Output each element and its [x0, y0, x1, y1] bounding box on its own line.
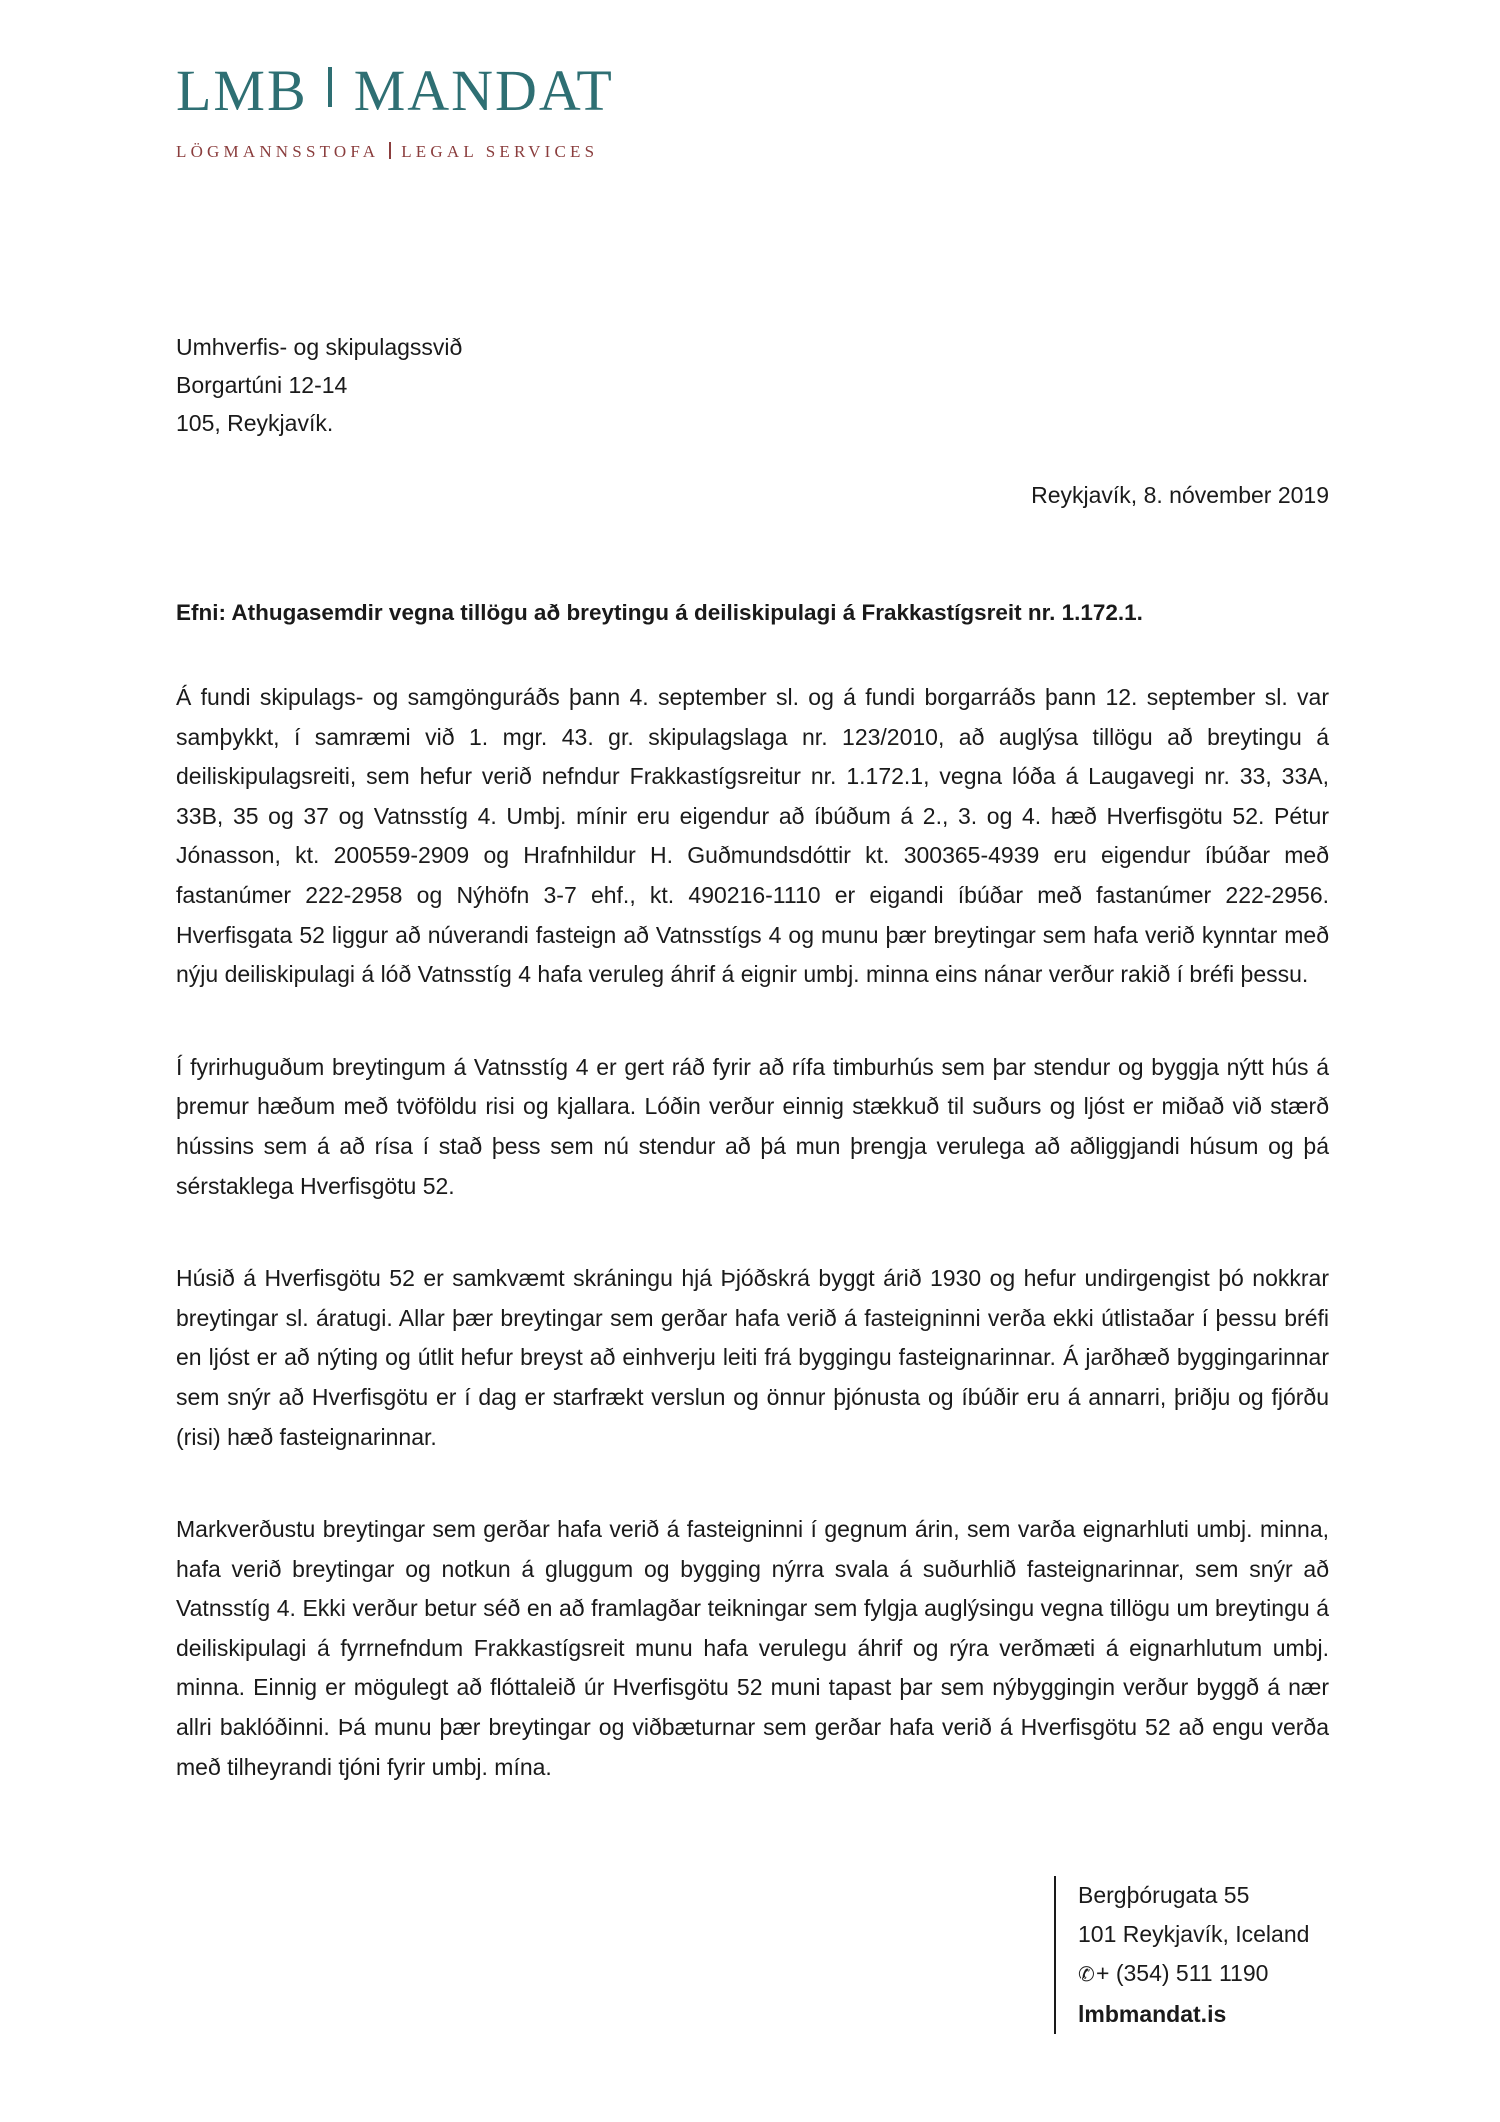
logo-tagline: [176, 142, 614, 162]
footer-phone-row: [1078, 1954, 1309, 1995]
footer-city: 101 Reykjavík, Iceland: [1078, 1921, 1310, 1947]
body-paragraph-3: Húsið á Hverfisgötu 52 er samkvæmt skráningu hjá Þjóðskrá byggt árið 1930 og hefur undirgengist þó nokkrar breytingar sl. áratugi. Allar þær breytingar sem gerðar hafa verið á fasteigninni verða ekki útlistaðar í þessu bréfi en ljóst er að nýting og útlit hefur breyst að einhverju leiti frá byggingu fasteignarinnar. Á jarðhæð byggingarinnar sem snýr að Hverfisgötu er í dag er starfrækt verslun og önnur þjónusta og íbúðir eru á annarri, þriðju og fjórðu (risi) hæð fasteignarinnar.: [176, 1265, 1329, 1450]
tagline-right: LEGAL SERVICES: [401, 142, 599, 161]
recipient-line-3: 105, Reykjavík.: [176, 410, 334, 436]
logo-name-right: MANDAT: [353, 58, 614, 123]
letter-body: [176, 678, 1329, 1840]
recipient-line-2: Borgartúni 12-14: [176, 372, 348, 398]
footer-website[interactable]: lmbmandat.is: [1078, 2001, 1227, 2027]
letter-subject: Efni: Athugasemdir vegna tillögu að breytingu á deiliskipulagi á Frakkastígsreit nr. 1.172.1.: [176, 600, 1143, 625]
body-paragraph-4: Markverðustu breytingar sem gerðar hafa verið á fasteigninni í gegnum árin, sem varða eignarhluti umbj. minna, hafa verið breytingar og notkun á gluggum og bygging nýrra svala á suðurhlið fasteignarinnar, sem snýr að Vatnsstíg 4. Ekki verður betur séð en að framlagðar teikningar sem fylgja auglýsingu vegna tillögu um breytingu á deiliskipulagi á fyrrnefndum Frakkastígsreit munu hafa verulegu áhrif og rýra verðmæti á eignarhlutum umbj. minna. Einnig er mögulegt að flóttaleið úr Hverfisgötu 52 muni tapast þar sem nýbyggingin verður byggð á nær allri baklóðinni. Þá munu þær breytingar og viðbæturnar sem gerðar hafa verið á Hverfisgötu 52 að engu verða með tilheyrandi tjóni fyrir umbj. mína.: [176, 1516, 1329, 1780]
recipient-address: [176, 328, 462, 442]
phone-icon: ✆: [1078, 1964, 1095, 1986]
footer-street: Bergþórugata 55: [1078, 1882, 1250, 1908]
tagline-divider: [389, 142, 391, 159]
footer-contact: [1054, 1876, 1309, 2034]
body-paragraph-1: Á fundi skipulags- og samgönguráðs þann 4. september sl. og á fundi borgarráðs þann 12. september sl. var samþykkt, í samræmi við 1. mgr. 43. gr. skipulagslaga nr. 123/2010, að auglýsa tillögu að breytingu á deiliskipulagsreiti, sem hefur verið nefndur Frakkastígsreitur nr. 1.172.1, vegna lóða á Laugavegi nr. 33, 33A, 33B, 35 og 37 og Vatnsstíg 4. Umbj. mínir eru eigendur að íbúðum á 2., 3. og 4. hæð Hverfisgötu 52. Pétur Jónasson, kt. 200559-2909 og Hrafnhildur H. Guðmundsdóttir kt. 300365-4939 eru eigendur íbúðar með fastanúmer 222-2958 og Nýhöfn 3-7 ehf., kt. 490216-1110 er eigandi íbúðar með fastanúmer 222-2956. Hverfisgata 52 liggur að núverandi fasteign að Vatnsstígs 4 og munu þær breytingar sem hafa verið kynntar með nýju deiliskipulagi á lóð Vatnsstíg 4 hafa veruleg áhrif á eignir umbj. minna eins nánar verður rakið í bréfi þessu.: [176, 684, 1329, 988]
body-paragraph-2: Í fyrirhuguðum breytingum á Vatnsstíg 4 er gert ráð fyrir að rífa timburhús sem þar stendur og byggja nýtt hús á þremur hæðum með tvöföldu risi og kjallara. Lóðin verður einnig stækkuð til suðurs og ljóst er miðað við stærð hússins sem á að rísa í stað þess sem nú stendur að þá mun þrengja verulega að aðliggjandi húsum og þá sérstaklega Hverfisgötu 52.: [176, 1053, 1329, 1199]
letterhead-logo: [176, 58, 614, 162]
tagline-left: LÖGMANNSSTOFA: [176, 142, 380, 161]
letter-date: Reykjavík, 8. nóvember 2019: [1031, 482, 1329, 508]
recipient-line-1: Umhverfis- og skipulagssvið: [176, 334, 463, 360]
footer-phone: + (354) 511 1190: [1096, 1960, 1269, 1986]
logo-name-left: LMB: [176, 58, 308, 123]
logo-divider: [328, 67, 332, 107]
logo-wordmark: [176, 58, 614, 123]
